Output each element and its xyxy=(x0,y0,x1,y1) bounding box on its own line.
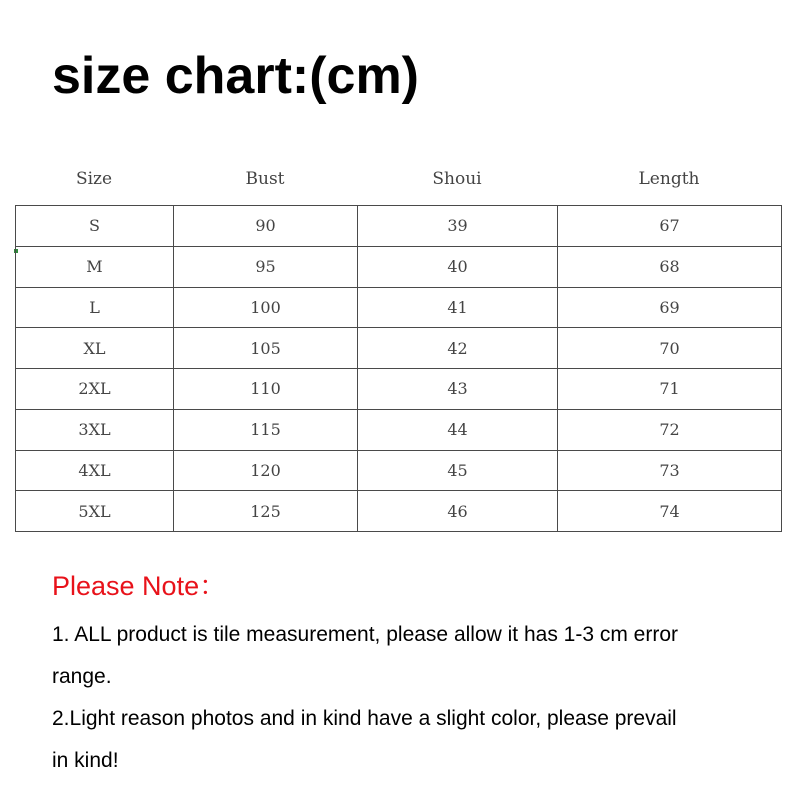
table-row xyxy=(16,287,782,328)
cell-length: 71 xyxy=(558,369,782,410)
cell-size: S xyxy=(16,206,174,247)
table-row xyxy=(16,246,782,287)
cell-bust: 115 xyxy=(174,409,358,450)
page-title: size chart:(cm) xyxy=(52,47,419,105)
cell-length: 72 xyxy=(558,409,782,450)
cell-size: 5XL xyxy=(16,491,174,532)
cell-length: 67 xyxy=(558,206,782,247)
cell-length: 69 xyxy=(558,287,782,328)
note-title: Please Note： xyxy=(52,571,227,601)
cell-size: L xyxy=(16,287,174,328)
cell-length: 70 xyxy=(558,328,782,369)
cell-bust: 100 xyxy=(174,287,358,328)
cell-shoui: 44 xyxy=(358,409,558,450)
cell-shoui: 45 xyxy=(358,450,558,491)
cell-shoui: 43 xyxy=(358,369,558,410)
table-header xyxy=(15,162,781,196)
cell-shoui: 39 xyxy=(358,206,558,247)
cell-bust: 105 xyxy=(174,328,358,369)
cell-size: 3XL xyxy=(16,409,174,450)
cell-shoui: 40 xyxy=(358,246,558,287)
size-table xyxy=(15,205,782,532)
cell-shoui: 46 xyxy=(358,491,558,532)
header-length: Length xyxy=(638,169,700,189)
cell-shoui: 42 xyxy=(358,328,558,369)
cell-bust: 110 xyxy=(174,369,358,410)
table-row xyxy=(16,409,782,450)
table-row xyxy=(16,328,782,369)
cell-shoui: 41 xyxy=(358,287,558,328)
note-line-2: range. xyxy=(52,665,112,688)
table-row xyxy=(16,491,782,532)
cell-bust: 95 xyxy=(174,246,358,287)
cell-length: 74 xyxy=(558,491,782,532)
cell-bust: 125 xyxy=(174,491,358,532)
note-line-3: 2.Light reason photos and in kind have a slight color, please prevail xyxy=(52,707,677,730)
header-shoui: Shoui xyxy=(432,169,482,189)
cell-size: 2XL xyxy=(16,369,174,410)
table-row xyxy=(16,450,782,491)
cell-size: M xyxy=(16,246,174,287)
cell-length: 68 xyxy=(558,246,782,287)
cell-bust: 120 xyxy=(174,450,358,491)
header-size: Size xyxy=(75,169,113,189)
cell-size: XL xyxy=(16,328,174,369)
cell-bust: 90 xyxy=(174,206,358,247)
cell-size: 4XL xyxy=(16,450,174,491)
note-line-4: in kind! xyxy=(52,749,119,772)
cell-length: 73 xyxy=(558,450,782,491)
table-row xyxy=(16,206,782,247)
header-bust: Bust xyxy=(245,169,285,189)
table-row xyxy=(16,369,782,410)
note-line-1: 1. ALL product is tile measurement, please allow it has 1-3 cm error xyxy=(52,623,679,646)
